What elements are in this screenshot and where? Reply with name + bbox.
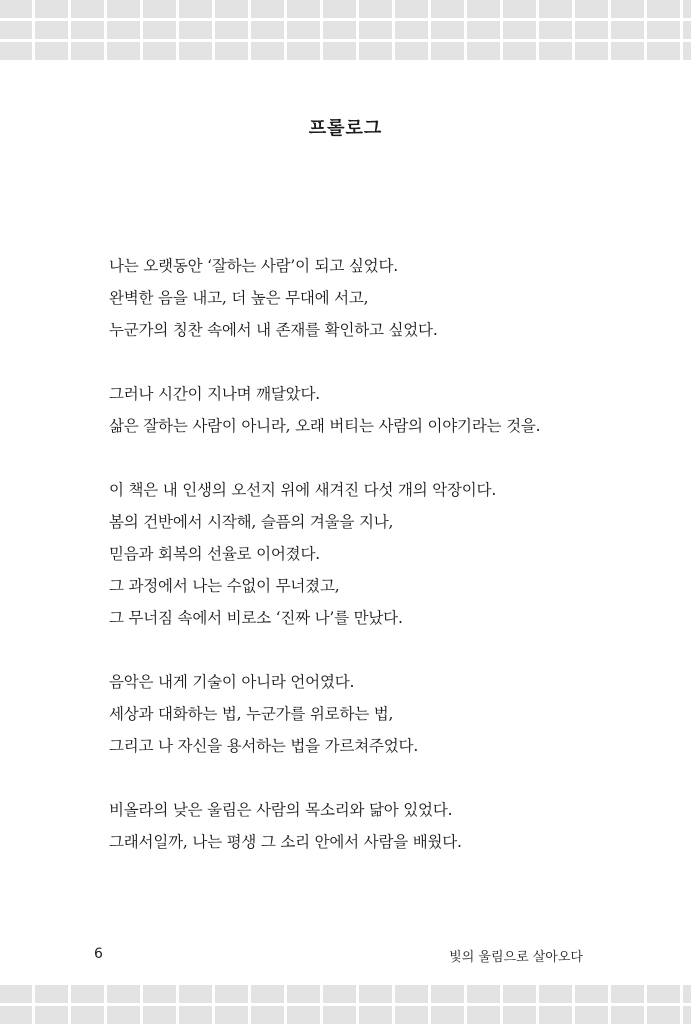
text-line: 그 과정에서 나는 수없이 무너졌고, — [109, 577, 340, 595]
decorative-grid-header — [0, 0, 691, 60]
paragraph — [109, 250, 649, 346]
text-line: 비올라의 낮은 울림은 사람의 목소리와 닮아 있었다. — [109, 801, 453, 819]
text-line: 믿음과 회복의 선율로 이어졌다. — [109, 545, 320, 563]
paragraph — [109, 794, 649, 858]
text-line: 그 무너짐 속에서 비로소 ‘진짜 나’를 만났다. — [109, 609, 403, 627]
text-line: 그러나 시간이 지나며 깨달았다. — [109, 385, 320, 403]
running-book-title: 빛의 울림으로 살아오다 — [449, 950, 583, 965]
text-line: 나는 오랫동안 ‘잘하는 사람’이 되고 싶었다. — [109, 257, 398, 275]
text-line: 음악은 내게 기술이 아니라 언어였다. — [109, 673, 355, 691]
paragraph — [109, 474, 649, 634]
page-number: 6 — [94, 946, 103, 962]
text-line: 그리고 나 자신을 용서하는 법을 가르쳐주었다. — [109, 737, 419, 755]
text-line: 이 책은 내 인생의 오선지 위에 새겨진 다섯 개의 악장이다. — [109, 481, 497, 499]
text-line: 세상과 대화하는 법, 누군가를 위로하는 법, — [109, 705, 394, 723]
text-line: 누군가의 칭찬 속에서 내 존재를 확인하고 싶었다. — [109, 321, 438, 339]
text-line: 봄의 건반에서 시작해, 슬픔의 겨울을 지나, — [109, 513, 394, 531]
chapter-title: 프롤로그 — [308, 118, 383, 139]
text-line: 삶은 잘하는 사람이 아니라, 오래 버티는 사람의 이야기라는 것을. — [109, 417, 541, 435]
paragraph — [109, 378, 649, 442]
body-text — [109, 250, 649, 890]
paragraph — [109, 666, 649, 762]
text-line: 완벽한 음을 내고, 더 높은 무대에 서고, — [109, 289, 369, 307]
text-line: 그래서일까, 나는 평생 그 소리 안에서 사람을 배웠다. — [109, 833, 462, 851]
decorative-grid-footer — [0, 985, 691, 1024]
